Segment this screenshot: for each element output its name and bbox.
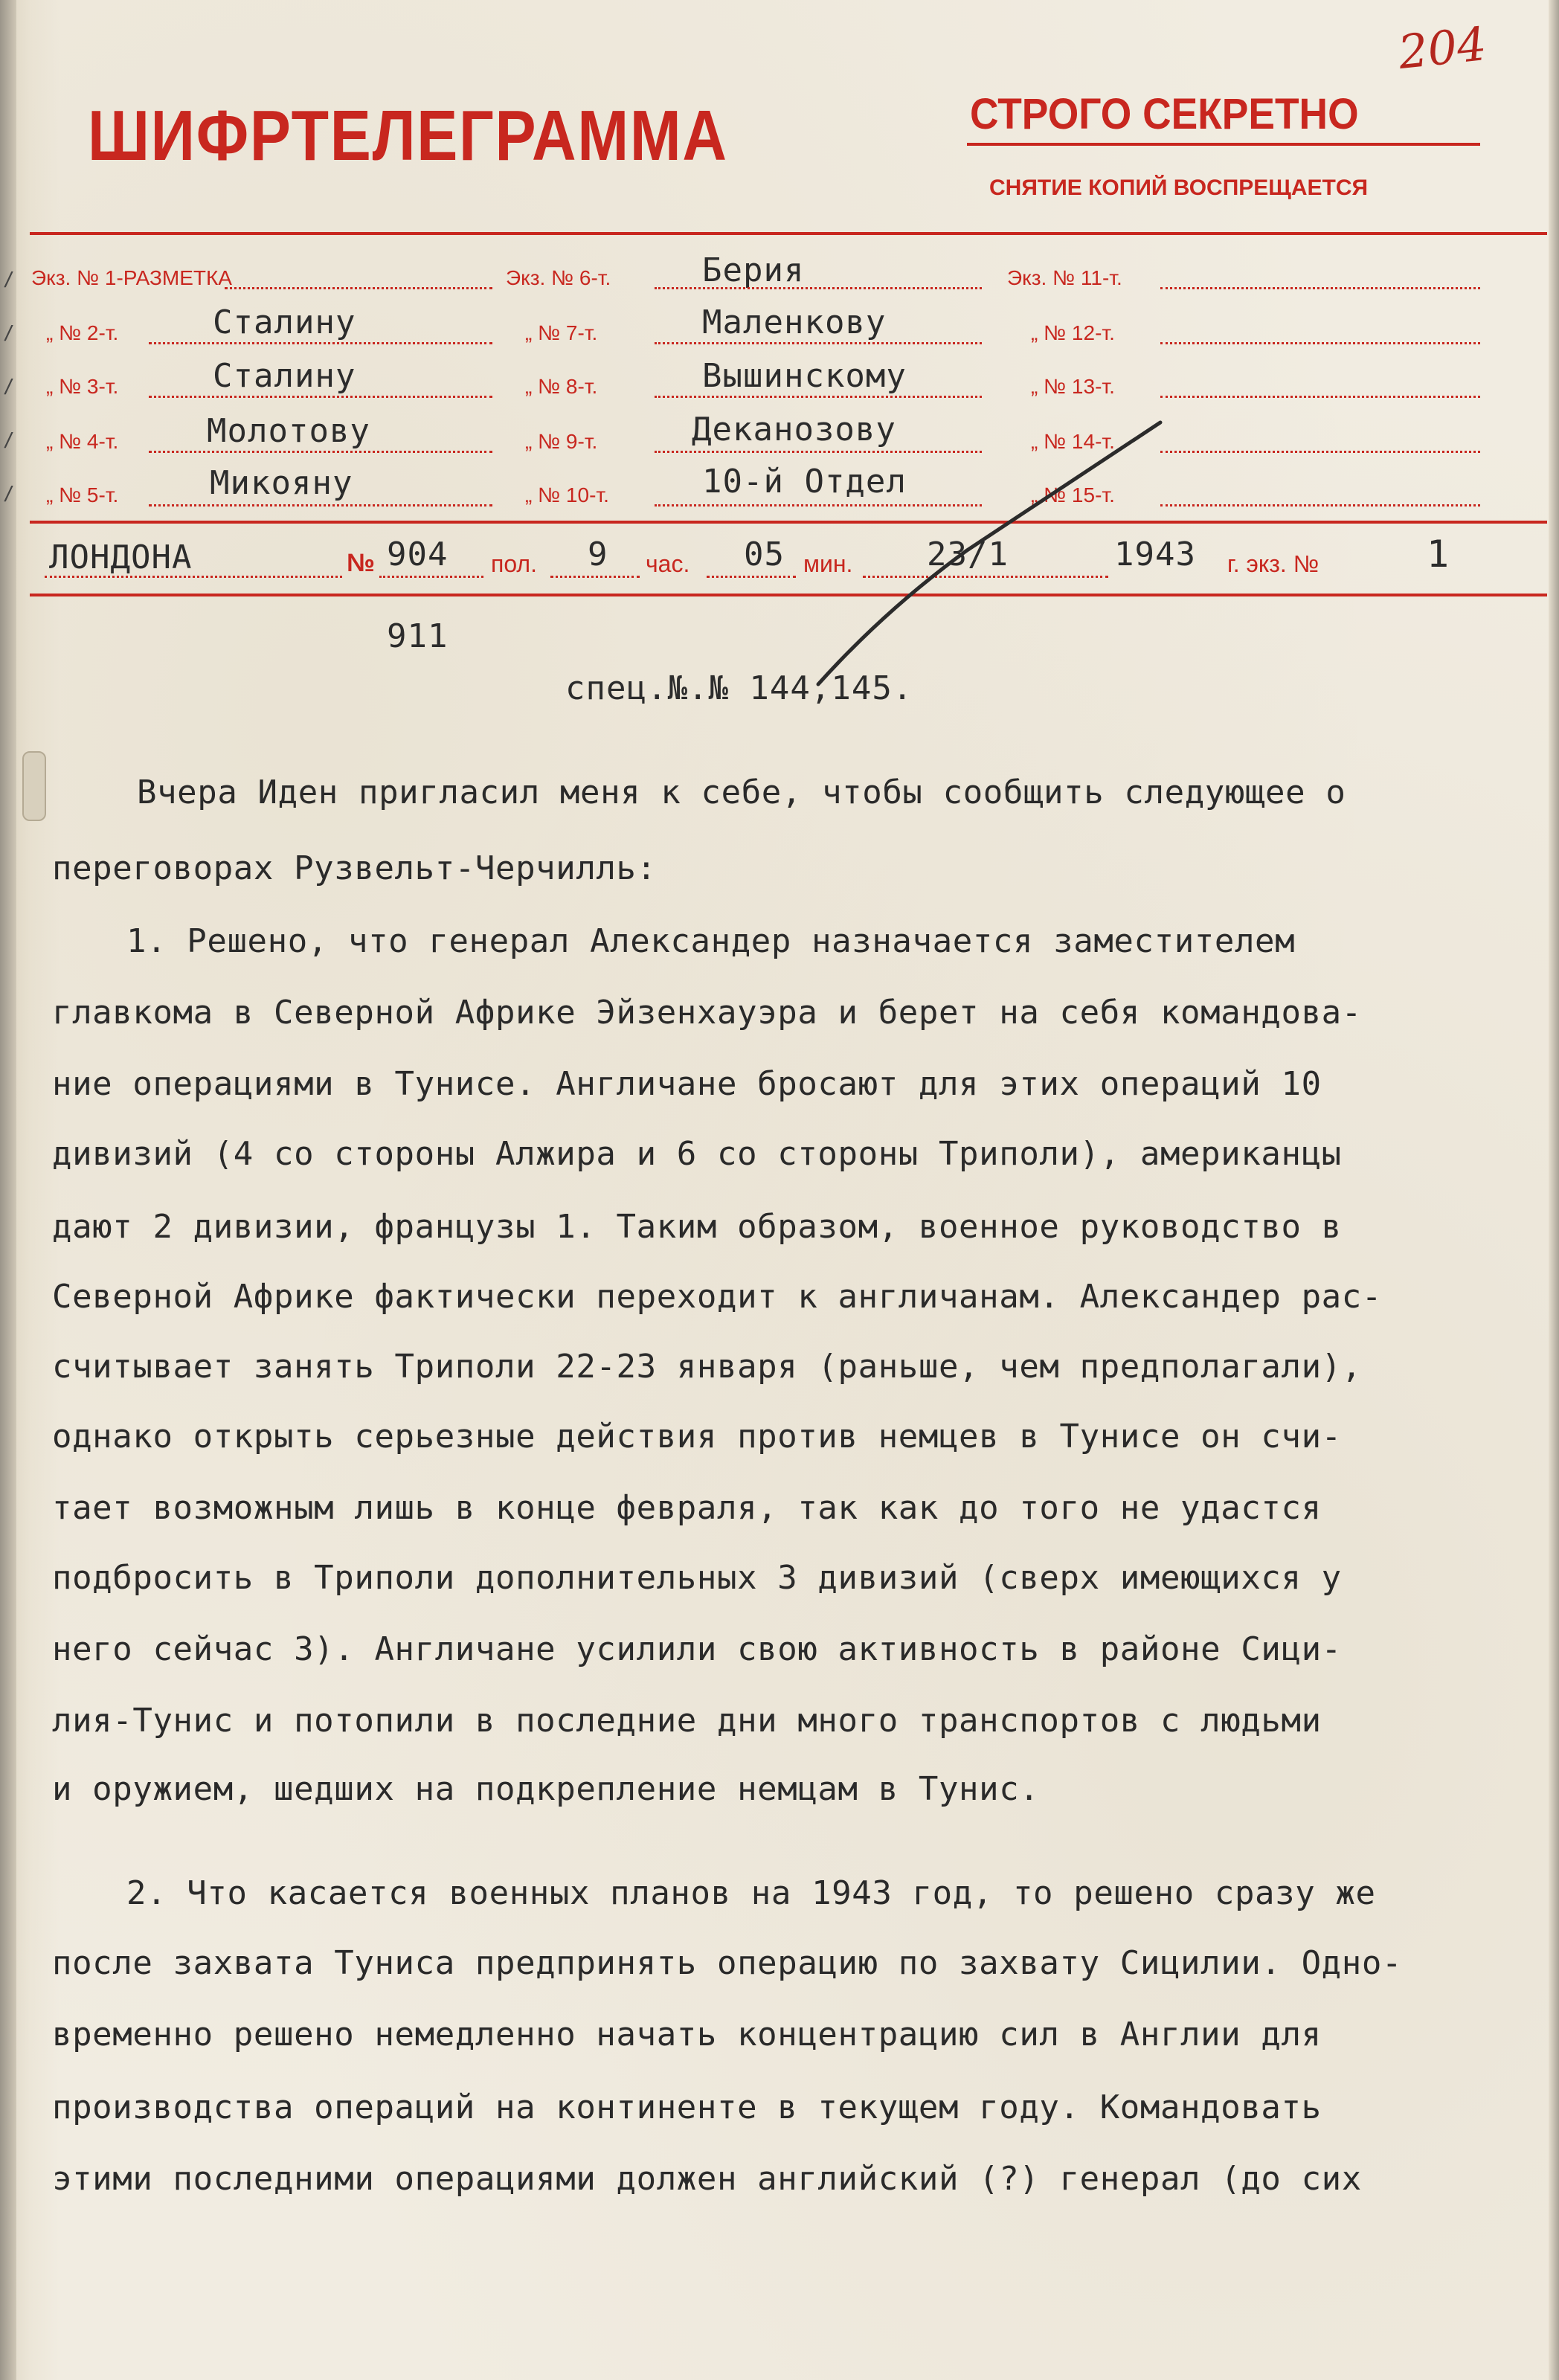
recipient-name: Молотову xyxy=(207,412,370,450)
body-line: Вчера Иден пригласил меня к себе, чтобы сообщить следующее о xyxy=(137,774,1346,811)
copy-number: 1 xyxy=(1427,533,1450,576)
body-line: 1. Решено, что генерал Александер назначается заместителем xyxy=(126,922,1296,960)
copy-label: Экз. № 1-РАЗМЕТКА xyxy=(31,266,232,289)
hour-value: 9 xyxy=(588,536,608,573)
copy-label: „ № 10-т. xyxy=(525,483,609,506)
header-rule-top xyxy=(30,232,1547,235)
body-line: временно решено немедленно начать концентрацию сил в Англии для xyxy=(52,2016,1322,2053)
dotted-line xyxy=(149,396,492,398)
page-edge xyxy=(1549,0,1559,2380)
copy-label: „ № 5-т. xyxy=(46,483,119,506)
spine-marks: / / / / / xyxy=(3,268,15,505)
copy-label: „ № 4-т. xyxy=(46,430,119,453)
recipient-name: Берия xyxy=(702,251,805,289)
dotted-line xyxy=(149,342,492,344)
dotted-line xyxy=(655,342,982,344)
year-value: 1943 xyxy=(1114,536,1196,573)
copy-label: „ № 12-т. xyxy=(1031,321,1115,344)
dotted-line xyxy=(655,287,982,289)
header-rule-middle xyxy=(30,521,1547,524)
body-line: него сейчас 3). Англичане усилили свою активность в районе Сици- xyxy=(52,1630,1342,1668)
origin-city: ЛОНДОНА xyxy=(49,538,193,576)
copy-label: „ № 3-т. xyxy=(46,375,119,398)
copy-label: „ № 9-т. xyxy=(525,430,598,453)
dotted-line xyxy=(1160,504,1480,506)
dotted-line xyxy=(1160,396,1480,398)
copy-label: „ № 7-т. xyxy=(525,321,598,344)
dotted-line xyxy=(707,576,796,578)
body-line: считывает занять Триполи 22-23 января (раньше, чем предполагали), xyxy=(52,1348,1362,1386)
received-label: пол. xyxy=(491,550,537,577)
dotted-line xyxy=(1160,287,1480,289)
copy-label: „ № 13-т. xyxy=(1031,375,1115,398)
body-line: переговорах Рузвельт-Черчилль: xyxy=(52,849,657,887)
body-line: тает возможным лишь в конце февраля, так как до того не удастся xyxy=(52,1489,1322,1527)
recipient-name: Сталину xyxy=(213,357,356,395)
copy-notice: СНЯТИЕ КОПИЙ ВОСПРЕЩАЕТСЯ xyxy=(989,176,1369,200)
dotted-line xyxy=(379,576,483,578)
binding-staple xyxy=(22,751,46,821)
handwritten-folio-number: 204 xyxy=(1395,16,1489,80)
minute-label: мин. xyxy=(803,550,853,577)
body-line: и оружием, шедших на подкрепление немцам в Тунис. xyxy=(52,1770,1040,1808)
body-line: дивизий (4 со стороны Алжира и 6 со стороны Триполи), американцы xyxy=(52,1135,1342,1173)
copy-label: Экз. № 11-т. xyxy=(1007,266,1122,289)
number-label: № xyxy=(347,549,375,577)
dotted-line xyxy=(225,287,492,289)
body-line: Северной Африке фактически переходит к англичанам. Александер рас- xyxy=(52,1278,1382,1316)
dotted-line xyxy=(655,504,982,506)
recipient-name: Сталину xyxy=(213,303,356,341)
dotted-line xyxy=(1160,451,1480,453)
copy-label: „ № 15-т. xyxy=(1031,483,1115,506)
body-line: после захвата Туниса предпринять операцию по захвату Сицилии. Одно- xyxy=(52,1944,1403,1982)
dotted-line xyxy=(45,576,342,578)
copy-label: Экз. № 6-т. xyxy=(506,266,611,289)
header-rule-bottom xyxy=(30,594,1547,596)
telegram-number: 904 xyxy=(387,536,449,573)
body-line: дают 2 дивизии, французы 1. Таким образом, военное руководство в xyxy=(52,1208,1342,1246)
dotted-line xyxy=(863,576,1108,578)
body-line: производства операций на континенте в текущем году. Командовать xyxy=(52,2088,1322,2126)
body-line: этими последними операциями должен английский (?) генерал (до сих xyxy=(52,2160,1362,2198)
recipient-name: 10-й Отдел xyxy=(702,463,907,501)
copy-label: „ № 8-т. xyxy=(525,375,598,398)
document-title: ШИФРТЕЛЕГРАММА xyxy=(88,96,728,176)
dotted-line xyxy=(149,451,492,453)
body-line: главкома в Северной Африке Эйзенхауэра и берет на себя командова- xyxy=(52,994,1362,1032)
recipient-name: Деканозову xyxy=(692,411,896,448)
recipient-name: Маленкову xyxy=(702,303,887,341)
hour-label: час. xyxy=(646,550,690,577)
body-line: ние операциями в Тунисе. Англичане бросают для этих операций 10 xyxy=(52,1065,1322,1103)
minute-value: 05 xyxy=(744,536,785,573)
classification-underline xyxy=(967,143,1480,146)
dotted-line xyxy=(149,504,492,506)
copy-label: „ № 14-т. xyxy=(1031,430,1115,453)
body-line: лия-Тунис и потопили в последние дни много транспортов с людьми xyxy=(52,1702,1322,1740)
classification-stamp: СТРОГО СЕКРЕТНО xyxy=(970,90,1359,138)
body-line: подбросить в Триполи дополнительных 3 дивизий (сверх имеющихся у xyxy=(52,1559,1342,1597)
dotted-line xyxy=(655,451,982,453)
date-value: 23/1 xyxy=(927,536,1009,573)
recipient-name: Вышинскому xyxy=(702,357,907,395)
year-label: г. экз. № xyxy=(1227,550,1319,577)
special-numbers: спец.№.№ 144,145. xyxy=(565,669,913,707)
copy-label: „ № 2-т. xyxy=(46,321,119,344)
body-line: 2. Что касается военных планов на 1943 год, то решено сразу же xyxy=(126,1874,1376,1912)
dotted-line xyxy=(550,576,640,578)
reference-number: 911 xyxy=(387,617,449,655)
dotted-line xyxy=(1160,342,1480,344)
recipient-name: Микояну xyxy=(210,464,353,502)
dotted-line xyxy=(655,396,982,398)
body-line: однако открыть серьезные действия против немцев в Тунисе он счи- xyxy=(52,1418,1342,1456)
